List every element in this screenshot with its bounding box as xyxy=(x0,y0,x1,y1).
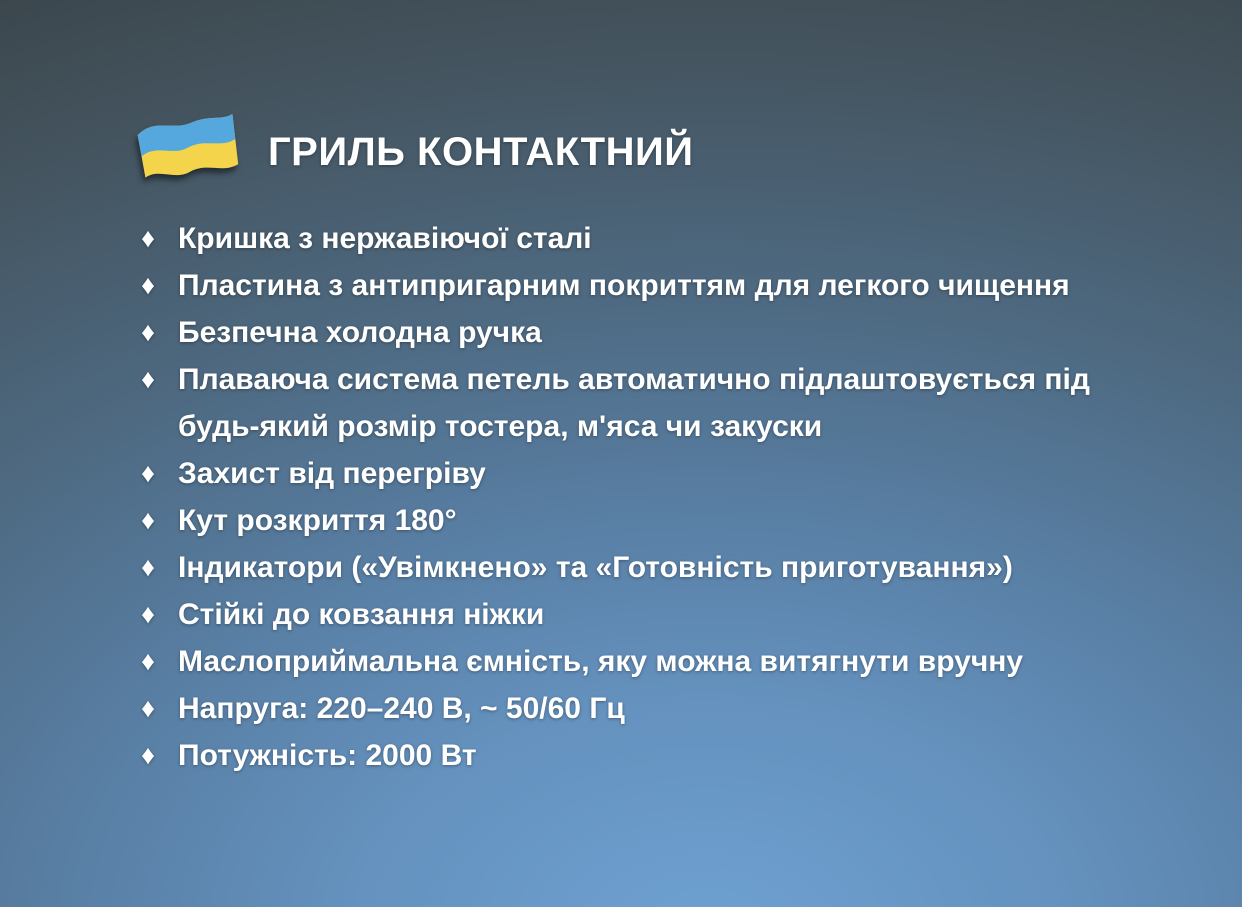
feature-text: Напруга: 220–240 В, ~ 50/60 Гц xyxy=(178,692,625,725)
feature-item xyxy=(135,591,1125,638)
feature-item xyxy=(135,262,1125,309)
feature-item xyxy=(135,544,1125,591)
diamond-bullet-icon: ♦ xyxy=(141,458,155,488)
feature-item xyxy=(135,215,1125,262)
feature-text: Безпечна холодна ручка xyxy=(178,316,542,349)
feature-item xyxy=(135,356,1125,450)
feature-text: Кришка з нержавіючої сталі xyxy=(178,222,592,255)
page-title: ГРИЛЬ КОНТАКТНИЙ xyxy=(268,129,694,174)
ukraine-flag-icon xyxy=(128,104,244,200)
feature-item xyxy=(135,497,1125,544)
diamond-bullet-icon: ♦ xyxy=(141,505,155,535)
diamond-bullet-icon: ♦ xyxy=(141,740,155,770)
feature-text: Пластина з антипригарним покриттям для легкого чищення xyxy=(178,269,1070,302)
diamond-bullet-icon: ♦ xyxy=(141,223,155,253)
diamond-bullet-icon: ♦ xyxy=(141,552,155,582)
diamond-bullet-icon: ♦ xyxy=(141,317,155,347)
feature-list xyxy=(135,215,1125,779)
feature-text: Плаваюча система петель автоматично підлаштовується під будь-який розмір тостера, м'яса чи закуски xyxy=(178,363,1090,443)
feature-text: Кут розкриття 180° xyxy=(178,504,457,537)
header xyxy=(128,104,693,200)
feature-text: Захист від перегріву xyxy=(178,457,486,490)
feature-item xyxy=(135,732,1125,779)
feature-text: Потужність: 2000 Вт xyxy=(178,739,477,772)
feature-item xyxy=(135,638,1125,685)
feature-item xyxy=(135,685,1125,732)
feature-item xyxy=(135,309,1125,356)
feature-text: Маслоприймальна ємність, яку можна витягнути вручну xyxy=(178,645,1024,678)
diamond-bullet-icon: ♦ xyxy=(141,599,155,629)
diamond-bullet-icon: ♦ xyxy=(141,693,155,723)
diamond-bullet-icon: ♦ xyxy=(141,364,155,394)
diamond-bullet-icon: ♦ xyxy=(141,646,155,676)
feature-text: Індикатори («Увімкнено» та «Готовність приготування») xyxy=(178,551,1013,584)
feature-item xyxy=(135,450,1125,497)
diamond-bullet-icon: ♦ xyxy=(141,270,155,300)
feature-text: Стійкі до ковзання ніжки xyxy=(178,598,545,631)
